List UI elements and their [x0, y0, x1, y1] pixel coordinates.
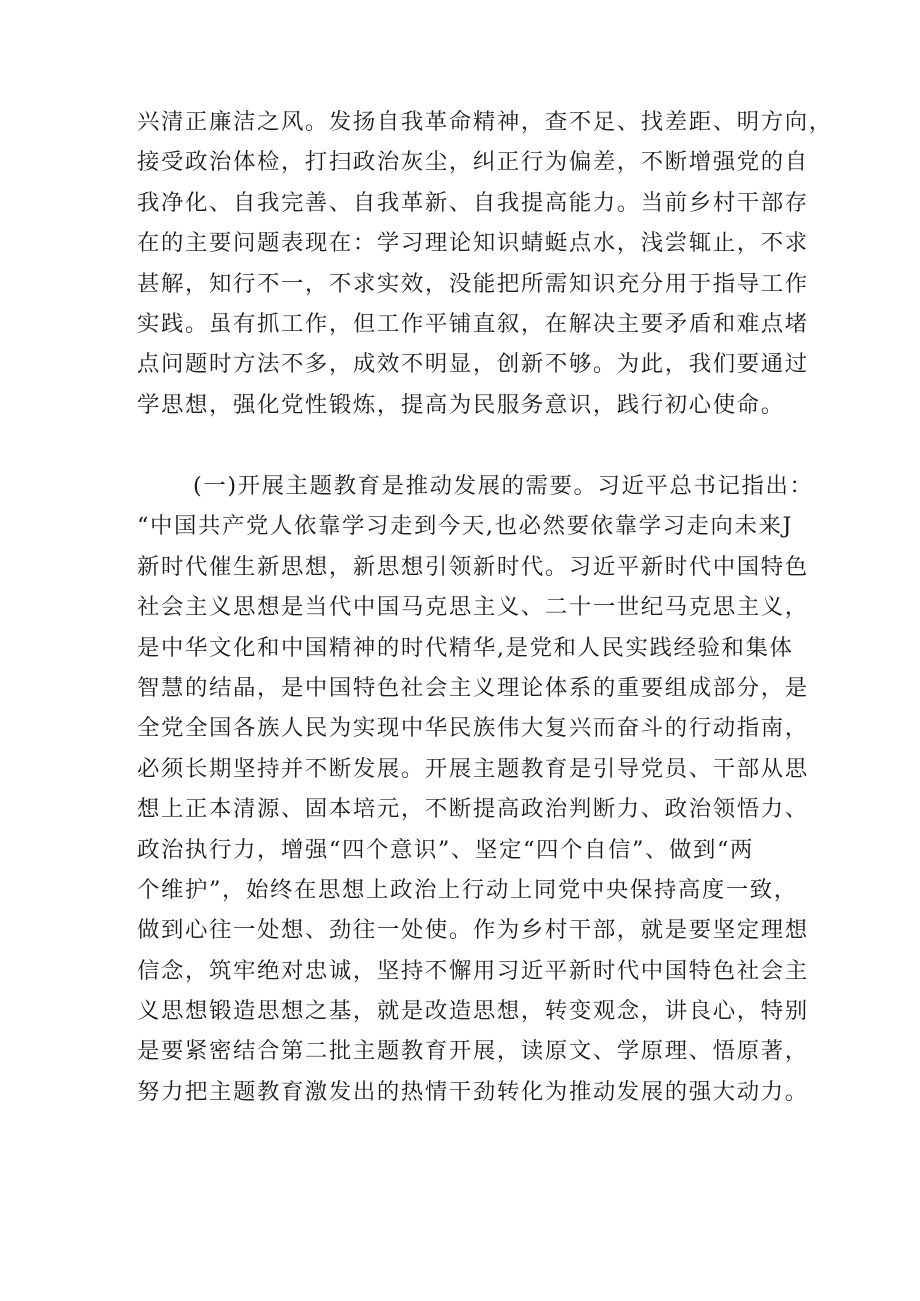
paragraph-line: 在的主要问题表现在：学习理论知识蜻蜓点水，浅尝辄止，不求: [137, 230, 809, 257]
paragraph-line: 我净化、自我完善、自我革新、自我提高能力。当前乡村干部存: [137, 189, 809, 216]
paragraph-1: [137, 102, 833, 425]
paragraph-line: 接受政治体检，打扫政治灰尘，纠正行为偏差，不断增强党的自: [137, 149, 809, 176]
paragraph-line: 努力把主题教育激发出的热情干劲转化为推动发展的强大动力。: [137, 1078, 809, 1105]
paragraph-2: [137, 466, 814, 1112]
paragraph-line: 必须长期坚持并不断发展。开展主题教育是引导党员、干部从思: [137, 755, 809, 782]
paragraph-line: 是中华文化和中国精神的时代精华,是党和人民实践经验和集体: [137, 634, 794, 661]
paragraph-line: 学思想，强化党性锻炼，提高为民服务意识，践行初心使命。: [137, 391, 785, 418]
paragraph-line: 做到心往一处想、劲往一处使。作为乡村干部，就是要坚定理想: [137, 917, 809, 944]
paragraph-line: 智慧的结晶，是中国特色社会主义理论体系的重要组成部分，是: [137, 674, 809, 701]
paragraph-line: 兴清正廉洁之风。发扬自我革命精神，查不足、找差距、明方向，: [137, 109, 833, 135]
paragraph-line: 信念，筑牢绝对忠诚，坚持不懈用习近平新时代中国特色社会主: [137, 957, 809, 984]
paragraph-line: 社会主义思想是当代中国马克思主义、二十一世纪马克思主义，: [137, 594, 809, 621]
paragraph-line: 全党全国各族人民为实现中华民族伟大复兴而奋斗的行动指南，: [137, 715, 809, 742]
section-heading-line: (一)开展主题教育是推动发展的需要。习近平总书记指出：: [193, 473, 814, 499]
paragraph-line: 实践。虽有抓工作，但工作平铺直叙，在解决主要矛盾和难点堵: [137, 310, 809, 337]
paragraph-line: 个维护”，始终在思想上政治上行动上同党中央保持高度一致，: [137, 876, 798, 903]
paragraph-line: 新时代催生新思想，新思想引领新时代。习近平新时代中国特色: [137, 553, 809, 580]
paragraph-line: 政治执行力，增强“四个意识”、坚定“四个自信”、做到“两: [137, 836, 755, 863]
paragraph-line: 是要紧密结合第二批主题教育开展，读原文、学原理、悟原著，: [137, 1038, 809, 1065]
paragraph-line: 甚解，知行不一，不求实效，没能把所需知识充分用于指导工作: [137, 270, 809, 297]
paragraph-line: “中国共产党人依靠学习走到今天,也必然要依靠学习走向未来J: [137, 513, 794, 540]
paragraph-line: 义思想锻造思想之基，就是改造思想，转变观念，讲良心，特别: [137, 998, 809, 1025]
paragraph-line: 点问题时方法不多，成效不明显，创新不够。为此，我们要通过: [137, 351, 809, 378]
paragraph-line: 想上正本清源、固本培元，不断提高政治判断力、政治领悟力、: [137, 796, 809, 823]
